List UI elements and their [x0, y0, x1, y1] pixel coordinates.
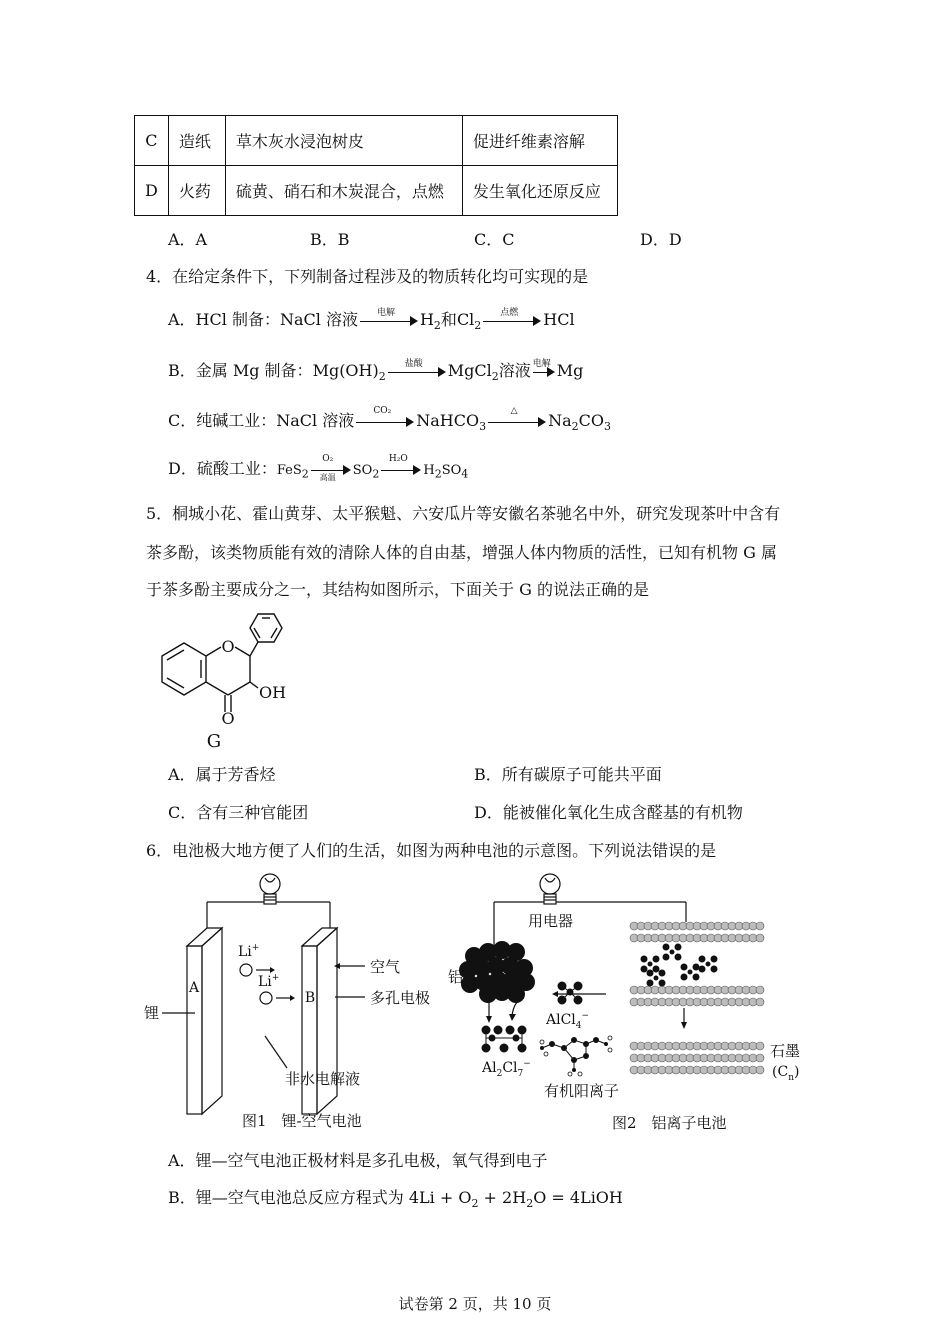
q4-option-d: D．硫酸工业：FeS$_2$ O₂ 高温 $SO_2$ H₂O $H_2SO_4$ [168, 453, 469, 482]
li-ion-label: Li+ [238, 943, 260, 960]
q5-option-b: B．所有碳原子可能共平面 [474, 765, 662, 784]
device-label: 用电器 [528, 912, 574, 930]
aluminium-label: 铝 [448, 968, 464, 986]
q5-line2: 茶多酚，该类物质能有效的清除人体的自由基，增强人体内物质的活性，已知有机物 G 属 [146, 543, 777, 562]
struct-carbonyl-oxygen: O [221, 709, 235, 728]
porous-electrode-label: 多孔电极 [370, 989, 431, 1007]
q5-line3: 于茶多酚主要成分之一，其结构如图所示，下面关于 G 的说法正确的是 [146, 580, 649, 599]
lithium-label: 锂 [144, 1004, 160, 1022]
graphite-formula: $(C_n)$ [772, 1064, 800, 1083]
al2cl7-label: $Al_2Cl_7^-$ [482, 1059, 531, 1079]
q6-stem: 6．电池极大地方便了人们的生活，如图为两种电池的示意图。下列说法错误的是 [146, 841, 717, 860]
q4-stem: 4．在给定条件下，下列制备过程涉及的物质转化均可实现的是 [146, 267, 589, 286]
graphite-label: 石墨 [770, 1042, 801, 1060]
table-row [135, 116, 618, 166]
struct-name: G [206, 731, 222, 752]
figure-al-ion-battery [446, 866, 816, 1136]
q3-option-d: D．D [640, 230, 682, 249]
q6-option-a: A．锂—空气电池正极材料是多孔电极，氧气得到电子 [168, 1151, 548, 1170]
row-method: 草木灰水浸泡树皮 [225, 116, 462, 166]
q3-option-c: C．C [474, 230, 515, 249]
electrode-b-label: B [304, 990, 316, 1006]
fig2-caption: 图2 铝离子电池 [612, 1114, 727, 1132]
row-principle: 发生氧化还原反应 [462, 166, 617, 216]
air-label: 空气 [370, 958, 401, 976]
q4-option-a: A．HCl 制备：NaCl 溶液 电解 $H_2$和$Cl_2$ 点燃 HCl [168, 307, 575, 333]
q5-option-c: C．含有三种官能团 [168, 803, 309, 822]
struct-ring-oxygen: O [221, 637, 235, 656]
row-letter: D [135, 166, 169, 216]
electrolyte-label: 非水电解液 [285, 1070, 361, 1088]
graphite-layers [630, 922, 764, 1074]
electrode-a-label: A [188, 980, 200, 996]
row-principle: 促进纤维素溶解 [462, 116, 617, 166]
li-ion-label: Li+ [258, 973, 280, 990]
q6-option-b: B．锂—空气电池总反应方程式为 $4Li + O_2 + 2H_2O$ = 4LiOH [168, 1188, 623, 1211]
q4-option-b: B．金属 Mg 制备：$Mg(OH)_2$ 盐酸 MgCl$_2$溶液 电解 Mg [168, 358, 584, 384]
fig1-caption: 图1 锂-空气电池 [242, 1112, 362, 1130]
structure-g-diagram [140, 606, 300, 752]
options-table [134, 115, 618, 216]
alcl4-label: AlCl$_4$− [546, 1011, 590, 1031]
q3-option-b: B．B [310, 230, 350, 249]
q5-line1: 5．桐城小花、霍山黄芽、太平猴魁、六安瓜片等安徽名茶驰名中外，研究发现茶叶中含有 [146, 504, 781, 523]
row-item: 火药 [168, 166, 225, 216]
aluminium-cluster [459, 941, 535, 1003]
row-method: 硫黄、硝石和木炭混合，点燃 [225, 166, 462, 216]
row-letter: C [135, 116, 169, 166]
q4-option-c: C．纯碱工业：NaCl 溶液 CO₂ NaHCO$_3$ △ $Na_2CO_3$ [168, 405, 612, 434]
table-row [135, 166, 618, 216]
struct-oh: OH [259, 683, 287, 702]
q5-option-d: D．能被催化氧化生成含醛基的有机物 [474, 803, 743, 822]
organic-cation-label: 有机阳离子 [544, 1082, 620, 1100]
page-footer: 试卷第 2 页，共 10 页 [398, 1295, 552, 1313]
q5-option-a: A．属于芳香烃 [168, 765, 276, 784]
figure-li-air-battery [140, 866, 440, 1136]
q3-option-a: A．A [168, 230, 208, 249]
row-item: 造纸 [168, 116, 225, 166]
